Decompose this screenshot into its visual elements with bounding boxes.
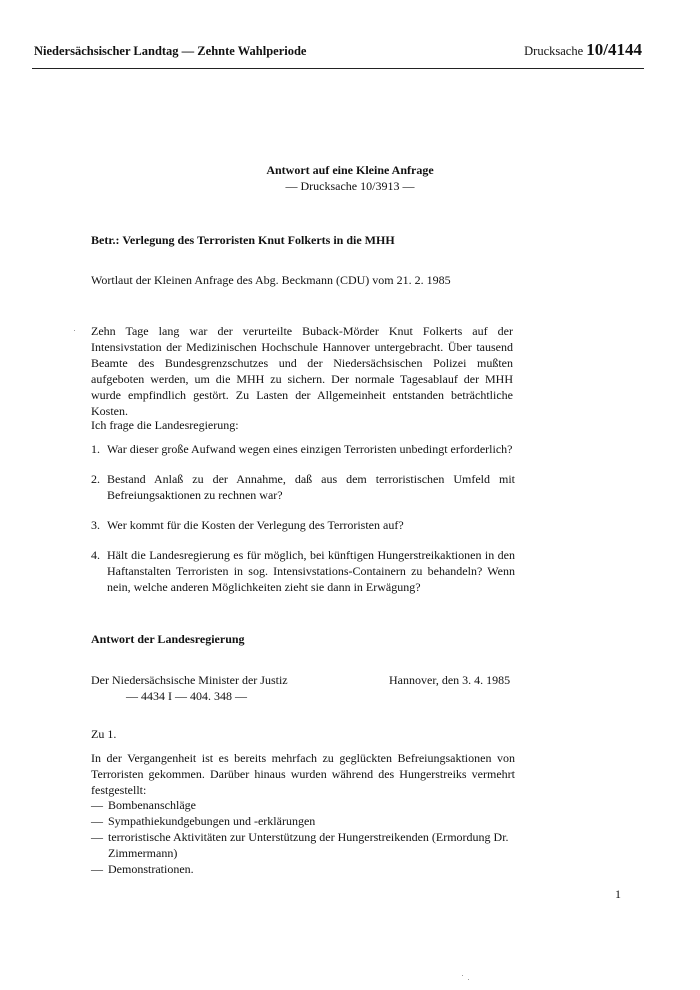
scan-speck xyxy=(462,975,463,976)
file-reference: — 4434 I — 404. 348 — xyxy=(126,689,247,703)
scan-speck xyxy=(74,330,75,331)
answer-item-text: Bombenanschläge xyxy=(108,798,196,812)
list-item xyxy=(91,829,521,861)
answer-paragraph: In der Vergangenheit ist es bereits mehrfach zu geglückten Befreiungsaktionen von Terroristen gekommen. Darüber hinaus wurden während des Hungerstreiks vermehrt festgestellt: xyxy=(91,751,515,797)
question-list xyxy=(91,441,515,609)
drucksache-label: Drucksache xyxy=(524,44,584,58)
answer-item-text: Demonstrationen. xyxy=(108,862,194,876)
question-number: 1. xyxy=(91,442,100,456)
list-item xyxy=(91,797,521,813)
list-item xyxy=(91,517,515,533)
wortlaut-line: Wortlaut der Kleinen Anfrage des Abg. Beckmann (CDU) vom 21. 2. 1985 xyxy=(91,273,451,287)
document-title xyxy=(0,162,700,194)
question-text: Bestand Anlaß zu der Annahme, daß aus dem terroristischen Umfeld mit Befreiungsaktionen zu rechnen war? xyxy=(107,472,515,502)
question-number: 2. xyxy=(91,472,100,486)
dash-bullet: — xyxy=(91,830,103,844)
list-item xyxy=(91,813,521,829)
dash-bullet: — xyxy=(91,814,103,828)
scan-speck xyxy=(468,979,469,980)
answer-list xyxy=(91,797,521,877)
answer-date: Hannover, den 3. 4. 1985 xyxy=(389,673,511,687)
question-text: Wer kommt für die Kosten der Verlegung des Terroristen auf? xyxy=(107,518,404,532)
inquiry-intro: Zehn Tage lang war der verurteilte Buback-Mörder Knut Folkerts auf der Intensivstation der Medizinischen Hochschule Hannover untergebracht. Über tausend Beamte des Bundesgrenzschutzes und der Niedersächsischen Polizei mußten aufgeboten werden, um die MHH zu sichern. Der normale Tagesablauf der MHH wurde empfindlich gestört. Zu Lasten der Allgemeinheit entstanden beträchtliche Kosten. xyxy=(91,324,513,418)
header-parliament: Niedersächsischer Landtag — Zehnte Wahlperiode xyxy=(34,44,307,58)
subject-line: Betr.: Verlegung des Terroristen Knut Folkerts in die MHH xyxy=(91,233,395,247)
header-drucksache xyxy=(524,40,642,60)
drucksache-number: 10/4144 xyxy=(586,40,642,59)
answer-section-heading: Zu 1. xyxy=(91,727,117,741)
minister-block xyxy=(91,672,288,704)
answer-heading: Antwort der Landesregierung xyxy=(91,632,245,646)
list-item xyxy=(91,547,515,595)
header-divider xyxy=(32,68,644,69)
question-number: 4. xyxy=(91,548,100,562)
question-text: War dieser große Aufwand wegen eines einzigen Terroristen unbedingt erforderlich? xyxy=(107,442,513,456)
list-item xyxy=(91,471,515,503)
question-text: Hält die Landesregierung es für möglich, bei künftigen Hungerstreikaktionen in den Haftanstalten Terroristen in sog. Intensivstations-Containern zu behandeln? Wenn nein, welche anderen Möglichkeiten zieht sie dann in Erwägung? xyxy=(107,548,515,594)
list-item xyxy=(91,441,515,457)
page-number: 1 xyxy=(615,887,621,901)
title-line-1: Antwort auf eine Kleine Anfrage xyxy=(266,163,434,177)
dash-bullet: — xyxy=(91,798,103,812)
answer-item-text: terroristische Aktivitäten zur Unterstützung der Hungerstreikenden (Ermordung Dr. Zimmermann) xyxy=(108,830,509,860)
minister-name: Der Niedersächsische Minister der Justiz xyxy=(91,673,288,687)
title-line-2: — Drucksache 10/3913 — xyxy=(285,179,415,193)
list-item xyxy=(91,861,521,877)
answer-item-text: Sympathiekundgebungen und -erklärungen xyxy=(108,814,316,828)
question-number: 3. xyxy=(91,518,100,532)
question-lead: Ich frage die Landesregierung: xyxy=(91,418,239,432)
dash-bullet: — xyxy=(91,862,103,876)
